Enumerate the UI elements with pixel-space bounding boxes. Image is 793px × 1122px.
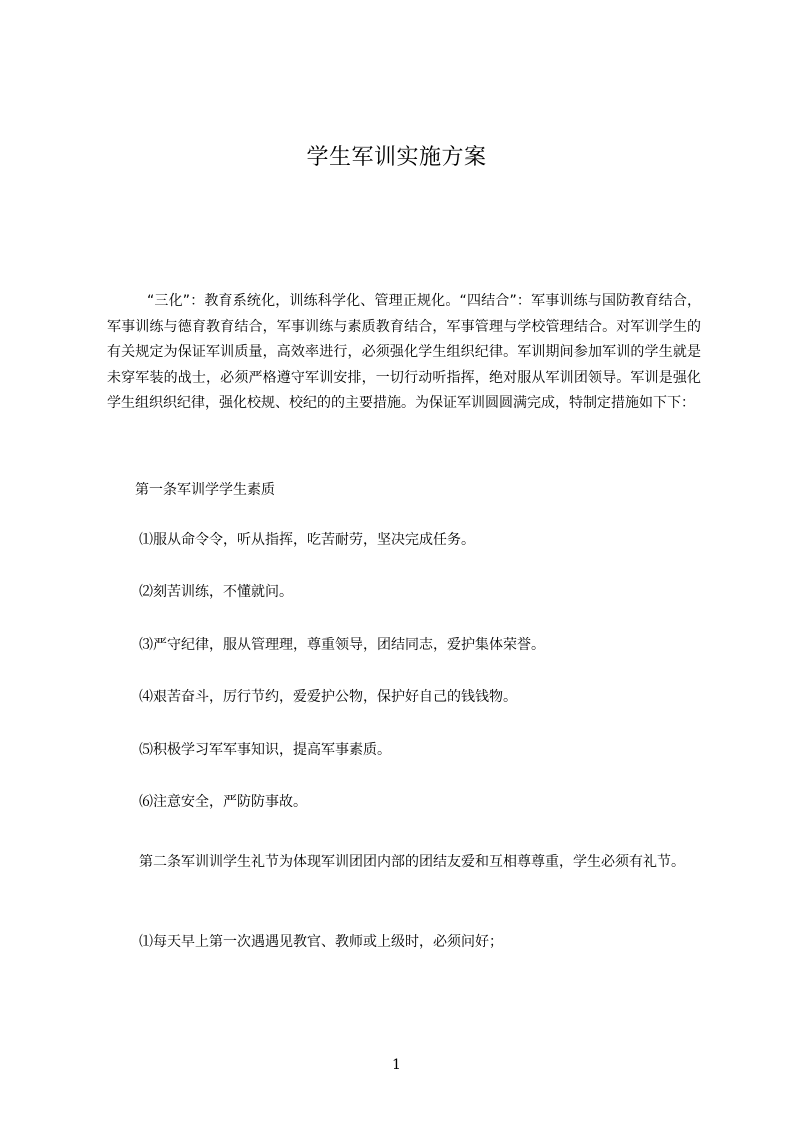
article1-item-5: ⑸积极学习军军事知识，提高军事素质。 (139, 742, 391, 758)
document-title: 学生军训实施方案 (306, 145, 487, 170)
page-number: 1 (392, 1057, 401, 1073)
article1-heading: 第一条军训学学生素质 (135, 482, 275, 498)
article1-item-2: ⑵刻苦训练，不懂就问。 (139, 584, 293, 600)
article2-item-1: ⑴每天早上第一次遇遇见教官、教师或上级时，必须问好； (139, 934, 503, 950)
article1-item-1: ⑴服从命令令，听从指挥，吃苦耐劳，坚决完成任务。 (139, 532, 475, 548)
article1-item-3: ⑶严守纪律，服从管理理，尊重领导，团结同志，爱护集体荣誉。 (139, 637, 545, 653)
intro-paragraph: “三化”：教育系统化，训练科学化、管理正规化。“四结合”：军事训练与国防教育结合，军事训练与德育教育结合，军事训练与素质教育结合，军事管理与学校管理结合。对军训学生的有关规定为保证军训质量，高效率进行，必须强化学生组织纪律。军训期间参加军训的学生就是未穿军装的战士，必须严格遵守军训安排，一切行动听指挥，绝对服从军训团领导。军训是强化学生组织织纪律，强化校规、校纪的的主要措施。为保证军训圆圆满完成，特制定措施如下下： (107, 293, 701, 412)
article1-item-4: ⑷艰苦奋斗，厉行节约，爱爱护公物，保护好自己的钱钱物。 (139, 689, 517, 705)
article2-heading: 第二条军训训学生礼节为体现军训团团内部的团结友爱和互相尊尊重，学生必须有礼节。 (139, 854, 685, 870)
article1-item-6: ⑹注意安全，严防防事故。 (139, 794, 307, 810)
